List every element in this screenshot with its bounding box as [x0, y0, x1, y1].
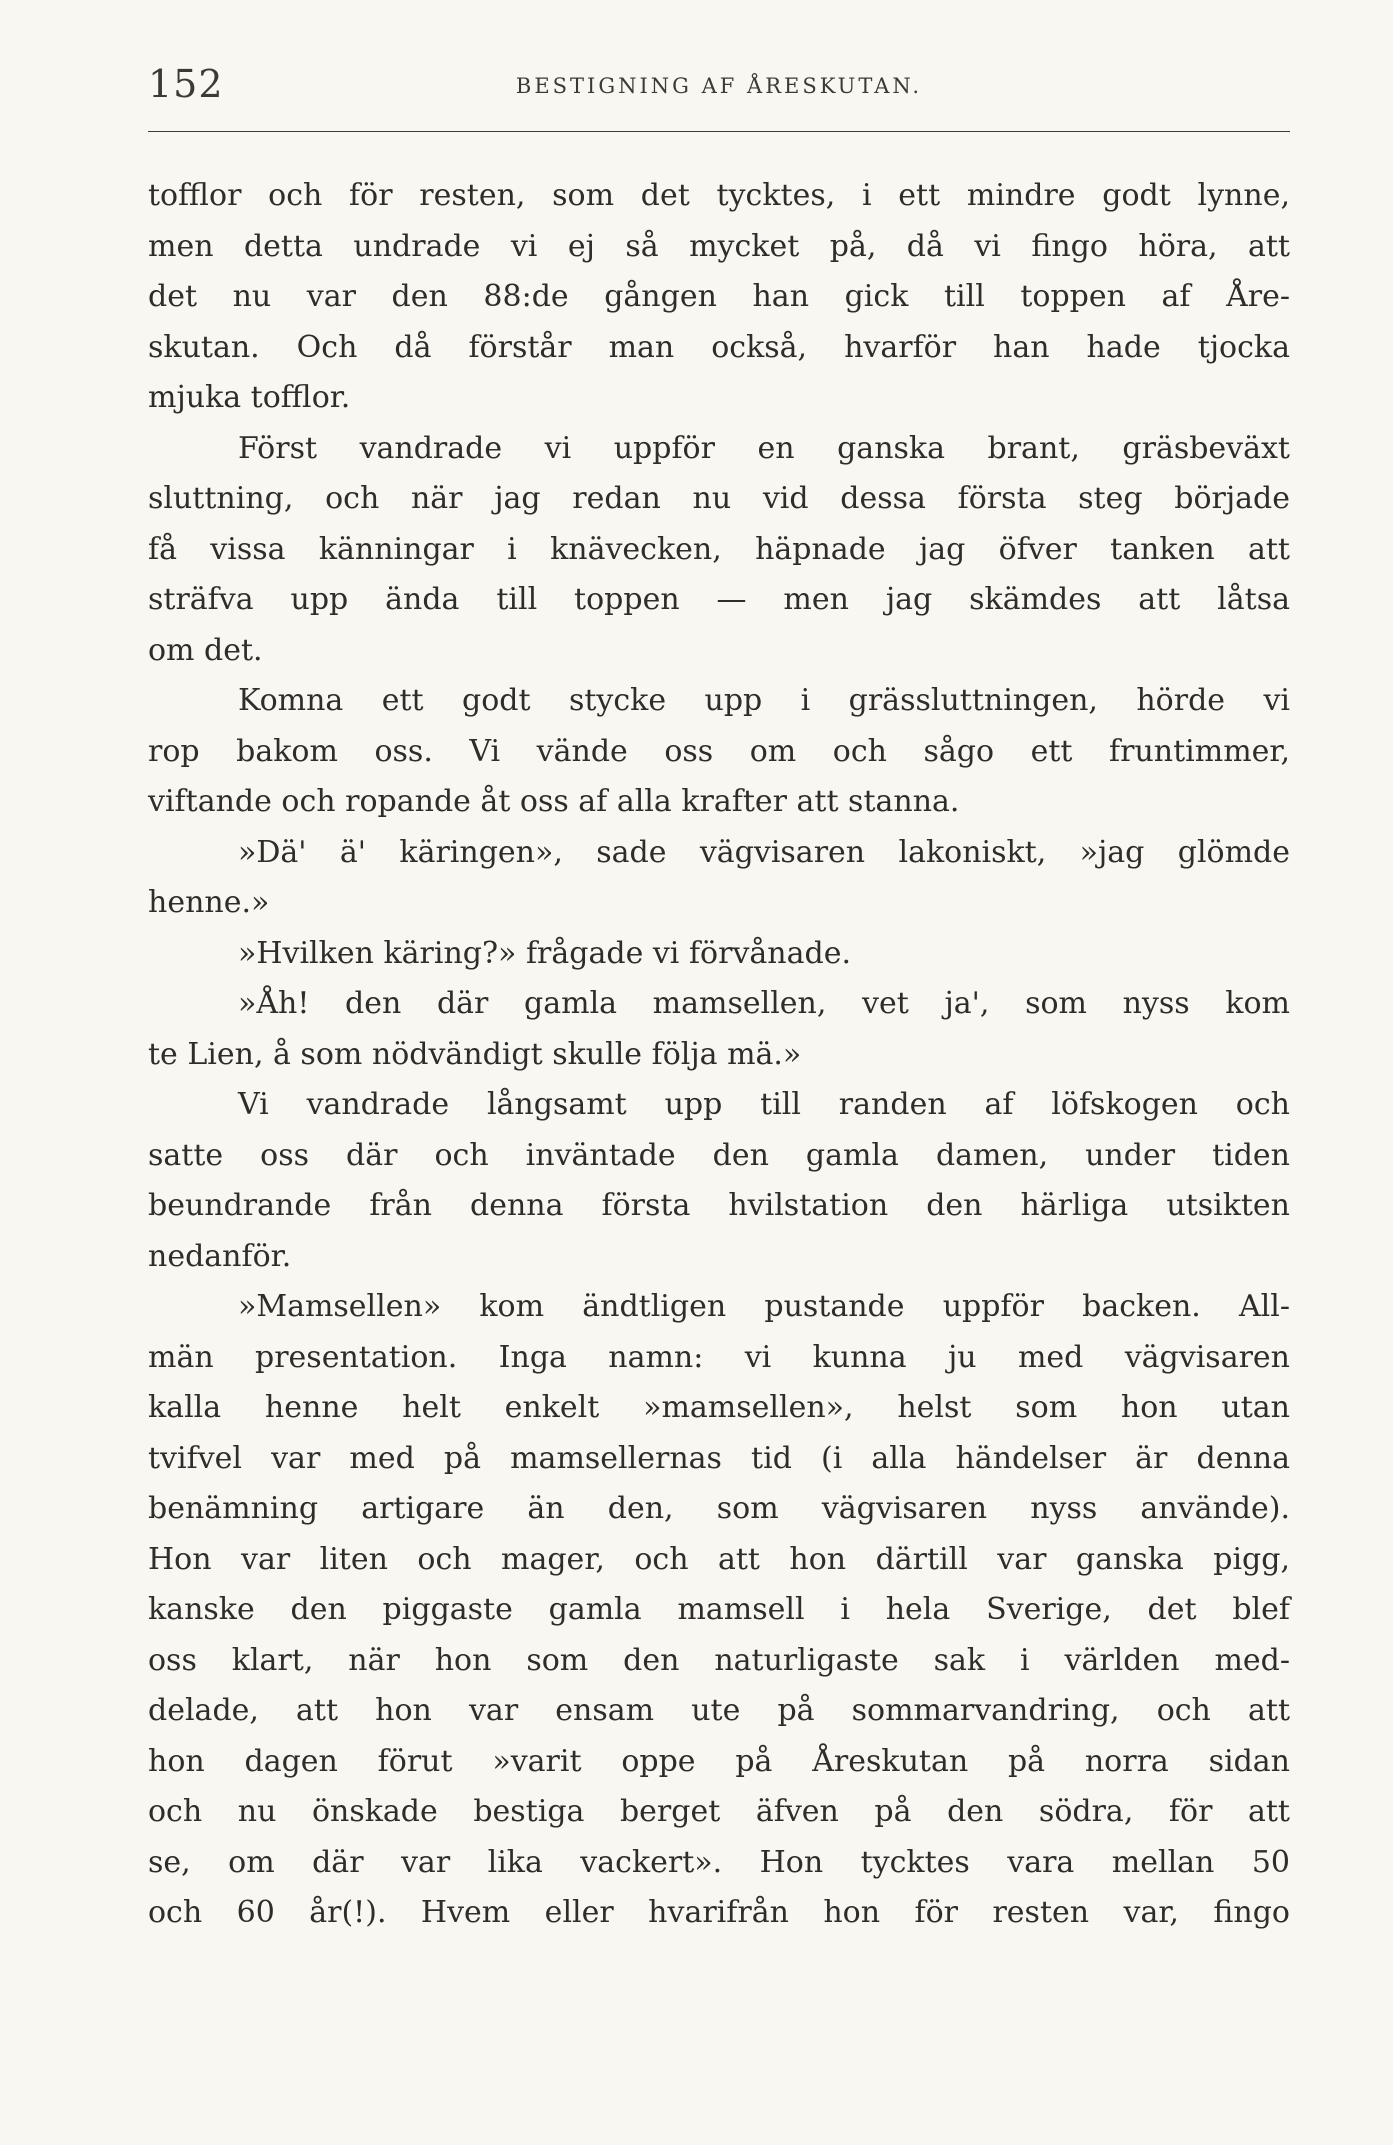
text-line: mjuka tofflor.: [148, 380, 351, 415]
text-line: Vi vandrade långsamt upp till randen af löfskogen och: [238, 1087, 1290, 1122]
text-line: se, om där var lika vackert». Hon tycktes vara mellan 50: [148, 1844, 1290, 1880]
text-line: »Hvilken käring?» frågade vi förvånade.: [238, 935, 851, 971]
text-line: delade, att hon var ensam ute på sommarvandring, och att: [148, 1693, 1290, 1728]
text-line: män presentation. Inga namn: vi kunna ju med vägvisaren: [148, 1339, 1290, 1375]
text-line: tofflor och för resten, som det tycktes, i ett mindre godt lynne,: [148, 178, 1290, 213]
body-text: [148, 171, 1290, 1939]
text-line: kanske den piggaste gamla mamsell i hela Sverige, det blef: [148, 1592, 1290, 1627]
text-line: »Mamsellen» kom ändtligen pustande uppför backen. All-: [238, 1289, 1290, 1324]
text-line: Komna ett godt stycke upp i grässluttningen, hörde vi: [238, 683, 1290, 718]
page-header: [148, 62, 1290, 112]
text-line: henne.»: [148, 885, 270, 920]
text-line: sluttning, och när jag redan nu vid dessa första steg började: [148, 481, 1290, 516]
text-line: hon dagen förut »varit oppe på Åreskutan på norra sidan: [148, 1743, 1290, 1779]
text-line: Hon var liten och mager, och att hon därtill var ganska pigg,: [148, 1541, 1290, 1577]
text-line: benämning artigare än den, som vägvisaren nyss använde).: [148, 1491, 1290, 1526]
text-line: »Åh! den där gamla mamsellen, vet ja', som nyss kom: [238, 986, 1290, 1021]
text-line: kalla henne helt enkelt »mamsellen», helst som hon utan: [148, 1390, 1290, 1425]
text-line: och nu önskade bestiga berget äfven på den södra, för att: [148, 1794, 1290, 1829]
text-line: viftande och ropande åt oss af alla krafter att stanna.: [148, 784, 960, 819]
text-line: men detta undrade vi ej så mycket på, då vi fingo höra, att: [148, 228, 1290, 264]
text-line: rop bakom oss. Vi vände oss om och sågo ett fruntimmer,: [148, 733, 1290, 769]
running-head: BESTIGNING AF ÅRESKUTAN.: [515, 74, 923, 98]
text-line: om det.: [148, 632, 263, 668]
text-line: det nu var den 88:de gången han gick till toppen af Åre-: [148, 279, 1290, 314]
text-line: beundrande från denna första hvilstation den härliga utsikten: [148, 1188, 1290, 1223]
text-line: oss klart, när hon som den naturligaste sak i världen med-: [148, 1642, 1290, 1678]
text-line: Först vandrade vi uppför en ganska brant, gräsbeväxt: [238, 430, 1290, 466]
header-rule: [148, 131, 1290, 132]
text-line: sträfva upp ända till toppen — men jag skämdes att låtsa: [148, 582, 1290, 617]
text-line: te Lien, å som nödvändigt skulle följa mä.»: [148, 1036, 802, 1072]
text-line: satte oss där och inväntade den gamla damen, under tiden: [148, 1137, 1290, 1173]
text-line: »Dä' ä' käringen», sade vägvisaren lakoniskt, »jag glömde: [238, 834, 1290, 870]
text-line: skutan. Och då förstår man också, hvarför han hade tjocka: [148, 329, 1290, 365]
page-number: 152: [148, 62, 224, 106]
text-line: få vissa känningar i knävecken, häpnade jag öfver tanken att: [148, 531, 1290, 567]
text-line: och 60 år(!). Hvem eller hvarifrån hon för resten var, fingo: [148, 1895, 1290, 1930]
text-line: nedanför.: [148, 1238, 292, 1274]
text-line: tvifvel var med på mamsellernas tid (i alla händelser är denna: [148, 1440, 1290, 1476]
